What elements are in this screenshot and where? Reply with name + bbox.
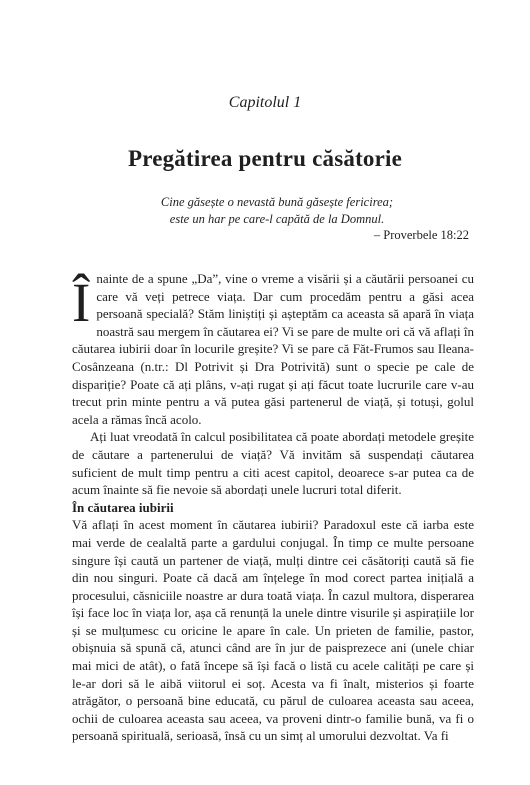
epigraph-line-2: este un har pe care-l capătă de la Domnul. [169,212,385,226]
body-text [72,270,474,745]
chapter-title: Pregătirea pentru căsătorie [127,146,403,171]
paragraph-2: Ați luat vreodată în calcul posibilitatea că poate abordați metodele greșite de căutare a partenerului de viață? Vă invităm să suspendați căutarea suficient de mult timp pentru a citi acest capitol, deoarece s-ar putea ca de acum înainte să fie nevoie să abordați unele lucruri total diferit. [72,429,474,498]
paragraph-1-text: nainte de a spune „Da”, vine o vreme a visării și a căutării persoanei cu care vă veți petrece viața. Dar cum procedăm pentru a găsi acea persoană specială? Stăm liniștiți și așteptăm ca aceasta să apară în viața noastră sau mergem în căutarea ei? Vi se pare de multe ori că vă aflați în căutarea iubirii doar în locurile greșite? Vi se pare că Făt-Frumos sau Ileana-Cosânzeana (n.tr.: Dl Potrivit și Dra Potrivită) sunt o specie pe cale de dispariție? Poate că ați plâns, v-ați rugat și ați făcut toate lucrurile care v-au trecut prin minte pentru a vă putea găsi partenerul de viață, și totuși, golul acela a rămas încă acolo. [72,271,474,427]
epigraph-line-1: Cine găsește o nevastă bună găsește fericirea; [160,195,394,209]
dropcap: Î [72,272,91,333]
section-heading: În căutarea iubirii [72,499,174,515]
section-paragraph-1: Vă aflați în acest moment în căutarea iubirii? Paradoxul este că iarba este mai verde de cealaltă parte a gardului conjugal. În timp ce multe persoane singure își caută un partener de viață, mulți dintre cei căsătoriți caută să fie din nou singuri. Poate că dacă am înțelege în mod corect partea inițială a procesului, căsniciile noastre ar dura toată viața. În cazul multora, disperarea își face loc în viața lor, așa că renunță la unele dintre visurile și aspirațiile lor și se mulțumesc cu oricine le apare în cale. Un prieten de familie, pastor, obișnuia să spună că, atunci când are în jur de paisprezece ani (unele chiar mai mici de atât), o fată începe să își facă o listă cu acele calități pe care și le-ar dori să le aibă viitorul ei soț. Acesta va fi înalt, misterios și foarte atrăgător, o persoană bine educată, cu părul de culoarea aceasta sau aceea, ochii de culoarea aceasta sau aceea, va proveni dintr-o familie bună, va fi o persoană spirituală, serioasă, însă cu un simț al umorului dezvoltat. Va fi [72,517,474,744]
epigraph [120,194,434,228]
chapter-label: Capitolul 1 [228,94,302,111]
paragraph-1 [72,270,474,428]
epigraph-source: – Proverbele 18:22 [373,228,469,242]
